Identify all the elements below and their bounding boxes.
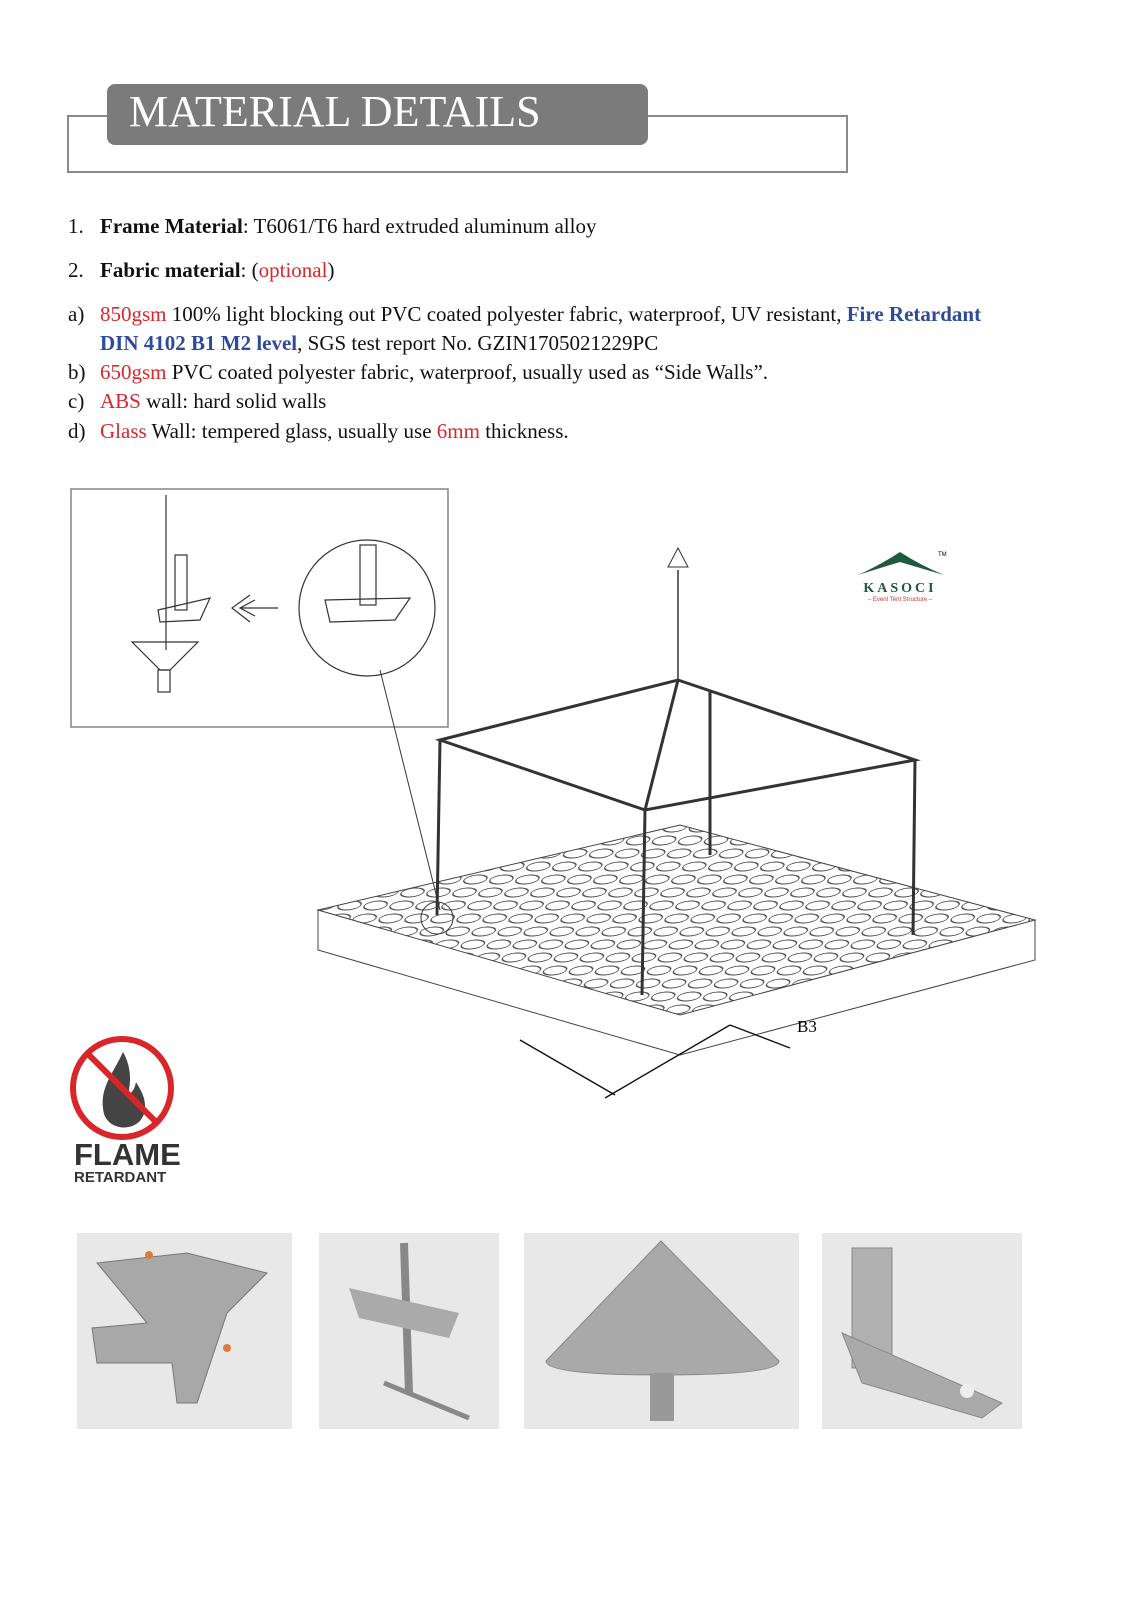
option-letter: a) [68, 302, 85, 326]
option-letter: d) [68, 419, 86, 443]
option-material: ABS [100, 389, 141, 413]
no-fire-icon [68, 1034, 178, 1144]
option-material: Glass [100, 419, 147, 443]
page-title: MATERIAL DETAILS [107, 84, 648, 145]
photo-base-plate [822, 1233, 1022, 1429]
photo-bracket-screw [319, 1233, 499, 1429]
option-thickness: 6mm [436, 419, 480, 443]
kasoci-logo [858, 552, 947, 603]
item-fabric-material [68, 258, 334, 283]
option-a [68, 302, 981, 327]
fire-retardant-text: Fire Retardant [846, 302, 982, 326]
option-letter: c) [68, 389, 85, 413]
logo-brand: KASOCI [863, 581, 937, 596]
option-weight: 650gsm [100, 360, 167, 384]
photo-corner-connector [77, 1233, 292, 1429]
item-text: ) [327, 258, 335, 282]
option-text: Wall: tempered glass, usually use [146, 419, 437, 443]
photo-cone-cap [524, 1233, 799, 1429]
item-label: Frame Material [100, 214, 243, 238]
option-b [68, 360, 768, 385]
din-level-text: DIN 4102 B1 M2 level [100, 331, 298, 355]
optional-highlight: optional [258, 258, 328, 282]
item-text: : T6061/T6 hard extruded aluminum alloy [242, 214, 597, 238]
badge-line1: FLAME [74, 1137, 181, 1172]
option-d [68, 419, 569, 444]
option-c [68, 389, 326, 414]
item-frame-material [68, 214, 596, 239]
option-text: thickness. [479, 419, 569, 443]
item-number: 1. [68, 214, 84, 238]
option-text: 100% light blocking out PVC coated polyester fabric, waterproof, UV resistant, [166, 302, 847, 326]
option-text: , SGS test report No. GZIN1705021229PC [297, 331, 659, 355]
badge-line2: RETARDANT [74, 1169, 167, 1186]
option-text: PVC coated polyester fabric, waterproof, usually used as “Side Walls”. [166, 360, 769, 384]
flame-retardant-badge [74, 1137, 181, 1186]
item-label: Fabric material [100, 258, 241, 282]
option-a-line2 [100, 331, 658, 356]
logo-tagline: – Event Tent Structure – [867, 597, 933, 603]
item-text: : ( [240, 258, 259, 282]
option-letter: b) [68, 360, 86, 384]
tent-frame-diagram [0, 470, 1125, 1110]
dimension-label: B3 [797, 1017, 817, 1036]
logo-tm: TM [938, 552, 947, 558]
option-text: wall: hard solid walls [140, 389, 327, 413]
option-weight: 850gsm [100, 302, 167, 326]
item-number: 2. [68, 258, 84, 282]
